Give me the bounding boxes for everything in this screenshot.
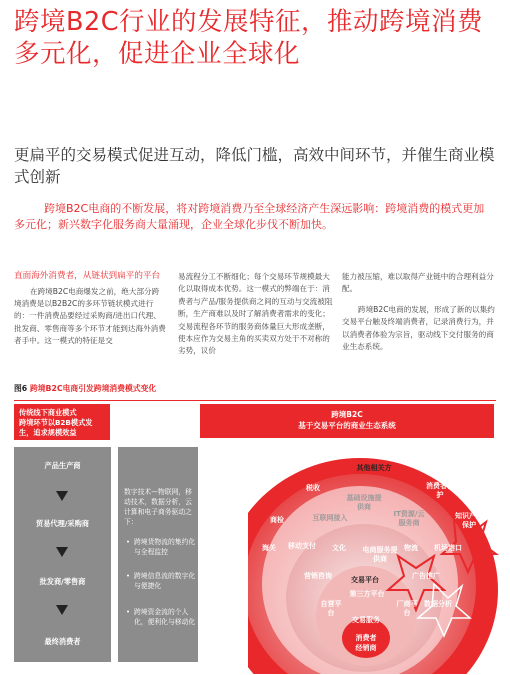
figure-title: 跨境B2C电商引发跨境消费模式变化: [29, 384, 157, 393]
bullet-dot-icon: •: [126, 538, 131, 546]
bullet-dot-icon: •: [126, 608, 131, 616]
figure-label: 图6: [14, 384, 28, 393]
label-marketing: 营销咨询: [304, 572, 332, 580]
body-column-1: [14, 271, 166, 356]
label-tax: 税收: [306, 484, 320, 492]
label-third-party-platform: 第三方平台: [349, 590, 385, 598]
label-self-operated-platform: 自营平台: [320, 600, 342, 617]
flow-step: 产品生产商: [44, 461, 81, 470]
label-inspection: 商检: [270, 516, 284, 524]
flow-step: 最终消费者: [44, 637, 81, 646]
section-subtitle: 更扁平的交易模式促进互动，降低门槛，高效中间环节，并催生商业模式创新: [14, 146, 495, 186]
page-title: 跨境B2C行业的发展特征，推动跨境消费多元化，促进企业全球化: [14, 7, 484, 69]
label-it-cloud: IT资源/云服务商: [393, 510, 425, 527]
label-trade-service: 交易服务: [352, 616, 380, 624]
column-text: 在跨境B2C电商爆发之前，绝大部分跨境消费是以B2B2C的多环节链状模式进行的：一件消费品要经过采购商/进出口代理、批发商、零售商等多个环节才能到达海外消费者手中。这一模式的特征是交: [14, 286, 166, 346]
figure-rule: [14, 400, 496, 401]
body-column-3: [342, 271, 497, 361]
label-consumer: 消费者: [355, 634, 377, 642]
label-consumer-protection: 消费者保护: [426, 482, 454, 499]
label-logistics: 物流: [404, 544, 418, 552]
column-text: 能力被压缩，难以取得产业链中的合理利益分配。: [342, 272, 494, 294]
bullet-dot-icon: •: [126, 572, 131, 580]
flow-step: 批发商/零售商: [39, 577, 86, 586]
label-internet-access: 互联网接入: [312, 514, 348, 522]
label-data-analysis: 数据分析: [424, 600, 452, 608]
bullet-item: • 跨境资金流的个人化，便利化与移动化: [126, 608, 196, 626]
label-mobile-payment: 移动支付: [288, 542, 316, 550]
bullet-item: • 跨境货物流的集约化与全程监控: [126, 538, 196, 556]
flow-step: 贸易代理/采购商: [36, 519, 89, 528]
column-text: 易流程分工不断细化；每个交易环节规模最大化以取得成本优势。这一模式的弊端在于：消费者与产品/服务提供商之间的互动与交流被阻断，生产商难以及时了解消费者需求的变化；交易流程各环节的服务商体量巨大形成垄断，使本应作为交易主角的买卖双方处于不对称的劣势，议价: [178, 272, 333, 356]
traditional-model-header: 传统线下商业模式 跨境环节以B2B模式发生，追求规模效益: [14, 404, 110, 440]
traditional-flow-panel: [14, 447, 111, 662]
label-culture: 文化: [332, 544, 346, 552]
label-ecommerce-service: 电商服务提供商: [362, 546, 398, 563]
technology-text: 数字技术—物联网，移动技术，数据分析，云计算和电子商务驱动之下：: [124, 488, 192, 526]
figure-caption: [14, 383, 156, 394]
bullet-item: • 跨境信息流的数字化与便捷化: [126, 572, 196, 590]
column-text: 跨境B2C电商的发展，形成了新的以集约交易平台触及终端消费者，记录消费行为，并以消费者体验为宗旨，驱动线下交付服务的商业生态系统。: [342, 304, 495, 352]
label-airport-port: 机场港口: [434, 544, 462, 552]
technology-panel: [118, 447, 198, 662]
cbec-model-header: 跨境B2C 基于交易平台的商业生态系统: [200, 404, 494, 438]
lead-paragraph: 跨境B2C电商的不断发展，将对跨境消费乃至全球经济产生深远影响：跨境消费的模式更加多元化；新兴数字化服务商大量涌现，企业全球化步伐不断加快。: [14, 202, 485, 231]
label-manufacturer-platform: 厂商平台: [396, 600, 418, 617]
label-dealer: 经销商: [355, 644, 377, 652]
column-heading: 直面海外消费者，从链状到扁平的平台: [14, 271, 161, 281]
label-infrastructure: 基础设施提供商: [346, 494, 382, 511]
arrow-down-icon: [56, 605, 68, 615]
arrow-down-icon: [56, 547, 68, 557]
label-transaction-platform: 交易平台: [351, 576, 379, 584]
arrow-down-icon: [56, 491, 68, 501]
label-ip-protection: 知识产权保护: [455, 512, 483, 529]
body-column-2: [178, 271, 336, 366]
label-advertising: 广告推广: [412, 572, 440, 580]
label-other-parties: 其他相关方: [356, 464, 392, 472]
label-customs: 海关: [262, 544, 276, 552]
ecosystem-diagram: [248, 448, 510, 674]
